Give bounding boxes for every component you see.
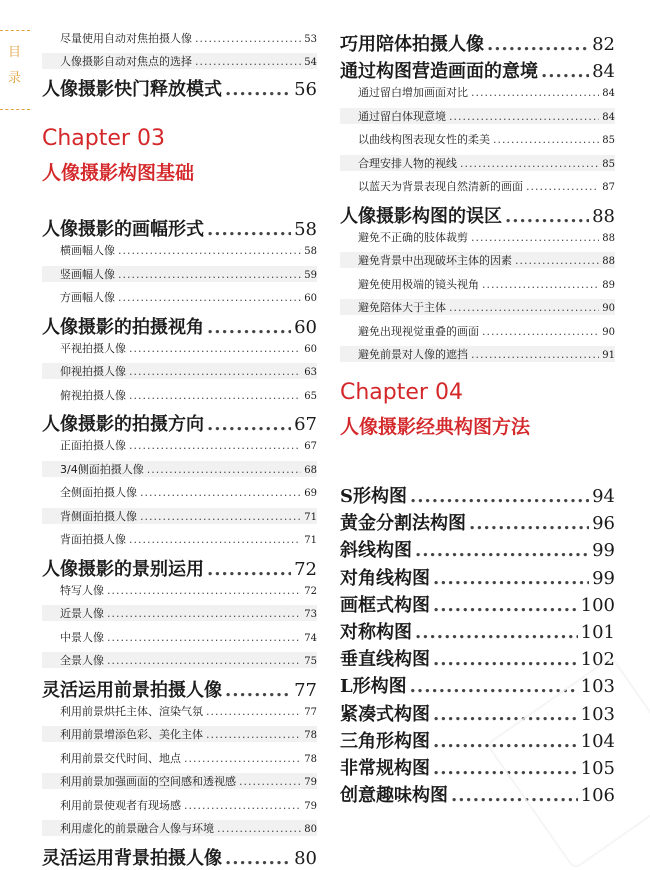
entry-label: 非常规构图 xyxy=(340,758,430,779)
entry-label: 画框式构图 xyxy=(340,594,430,616)
entry-label: 避免出现视觉重叠的画面 xyxy=(358,324,479,338)
dot-leader xyxy=(541,61,589,82)
toc-subentry[interactable] xyxy=(42,461,317,477)
page-number: 72 xyxy=(304,585,317,597)
entry-label: 人像摄影的景别运用 xyxy=(42,558,204,580)
dot-leader xyxy=(107,584,301,597)
toc-section[interactable] xyxy=(340,618,615,644)
page-number: 71 xyxy=(304,511,317,523)
dot-leader xyxy=(526,180,599,193)
dot-leader xyxy=(471,231,599,244)
entry-label: 全景人像 xyxy=(60,654,104,667)
toc-subentry[interactable] xyxy=(42,484,317,500)
page-number: 90 xyxy=(602,303,615,314)
page-number: 68 xyxy=(304,464,317,476)
entry-label: 背面拍摄人像 xyxy=(60,533,126,546)
entry-label: 以曲线构图表现女性的柔美 xyxy=(358,133,490,146)
page-number: 102 xyxy=(580,649,615,671)
entry-label: 以蓝天为背景表现自然清新的画面 xyxy=(358,180,523,193)
toc-subentry[interactable] xyxy=(340,276,615,292)
toc-subentry[interactable] xyxy=(42,387,317,403)
toc-subentry[interactable] xyxy=(42,340,317,356)
toc-subentry[interactable] xyxy=(42,437,317,453)
entry-label: 3/4侧面拍摄人像 xyxy=(60,462,144,476)
entry-label: 利用前景烘托主体、渲染气氛 xyxy=(60,704,203,718)
dot-leader xyxy=(410,676,578,697)
dot-leader xyxy=(206,705,301,718)
toc-section[interactable] xyxy=(340,591,615,617)
toc-subentry[interactable] xyxy=(340,299,615,315)
entry-label: 人像摄影自动对焦点的选择 xyxy=(60,55,192,68)
entry-label: 利用前景交代时间、地点 xyxy=(60,751,181,765)
dot-leader xyxy=(129,439,301,452)
toc-subentry[interactable] xyxy=(340,108,615,124)
dot-leader xyxy=(107,654,301,667)
toc-subentry[interactable] xyxy=(340,323,615,339)
toc-subentry[interactable] xyxy=(340,84,615,100)
entry-label: 利用虚化的前景融合人像与环境 xyxy=(60,822,214,835)
toc-subentry[interactable] xyxy=(42,652,317,668)
dot-leader xyxy=(107,607,301,620)
toc-section[interactable] xyxy=(340,482,615,508)
page-number: 67 xyxy=(304,441,317,452)
entry-label: 垂直线构图 xyxy=(340,649,430,671)
page-number: 84 xyxy=(602,88,615,99)
page-number: 101 xyxy=(580,622,615,643)
toc-section[interactable] xyxy=(42,555,317,581)
page-number: 94 xyxy=(592,486,615,507)
entry-label: 斜线构图 xyxy=(340,540,412,562)
page-number: 60 xyxy=(304,343,317,355)
chapter-number: Chapter 03 xyxy=(42,126,165,151)
page-number: 103 xyxy=(580,703,615,725)
entry-label: 紧凑式构图 xyxy=(340,703,430,725)
page-number: 78 xyxy=(304,730,317,741)
side-tab-char: 录 xyxy=(8,71,22,86)
page-number: 79 xyxy=(304,800,317,812)
toc-subentry[interactable] xyxy=(42,508,317,524)
dot-leader xyxy=(118,268,301,281)
dot-leader xyxy=(107,631,301,644)
entry-label: 竖画幅人像 xyxy=(60,267,115,281)
dot-leader xyxy=(217,822,301,835)
page-number: 104 xyxy=(580,730,615,752)
dot-leader xyxy=(449,110,599,123)
page-number: 77 xyxy=(294,679,317,701)
dot-leader xyxy=(207,414,291,435)
entry-label: 利用前景加强画面的空间感和透视感 xyxy=(60,775,236,788)
page-number: 69 xyxy=(304,488,317,499)
entry-label: 正面拍摄人像 xyxy=(60,439,126,452)
entry-label: 三角形构图 xyxy=(340,730,430,752)
toc-subentry[interactable] xyxy=(340,178,615,194)
page-number: 77 xyxy=(304,706,317,718)
dot-leader xyxy=(487,34,589,55)
dot-leader xyxy=(415,540,589,561)
toc-section[interactable] xyxy=(340,536,615,562)
dot-leader xyxy=(206,728,301,741)
entry-label: 中景人像 xyxy=(60,630,104,644)
dot-leader xyxy=(482,325,599,338)
entry-label: S形构图 xyxy=(340,486,407,507)
page-number: 73 xyxy=(304,609,317,620)
entry-label: 俯视拍摄人像 xyxy=(60,388,126,402)
entry-label: 合理安排人物的视线 xyxy=(358,156,457,170)
entry-label: 方画幅人像 xyxy=(60,291,115,304)
dot-leader xyxy=(449,301,599,314)
entry-label: 对角线构图 xyxy=(340,567,430,589)
dot-leader xyxy=(482,278,599,291)
dot-leader xyxy=(460,157,599,170)
toc-subentry[interactable] xyxy=(42,726,317,742)
entry-label: 创意趣味构图 xyxy=(340,785,448,807)
page-number: 87 xyxy=(602,182,615,193)
dot-leader xyxy=(433,568,589,589)
toc-subentry[interactable] xyxy=(340,155,615,171)
entry-label: 避免前景对人像的遮挡 xyxy=(358,348,468,361)
dot-leader xyxy=(140,510,301,523)
dot-leader xyxy=(140,486,301,499)
page-number: 82 xyxy=(592,34,615,55)
toc-subentry[interactable] xyxy=(42,242,317,258)
page-number: 60 xyxy=(304,293,317,304)
page-number: 85 xyxy=(602,158,615,170)
dot-leader xyxy=(515,254,599,267)
page-number: 58 xyxy=(304,246,317,257)
toc-subentry[interactable] xyxy=(42,582,317,598)
toc-section[interactable] xyxy=(340,30,615,56)
entry-label: 人像摄影构图的误区 xyxy=(340,205,502,227)
dot-leader xyxy=(207,559,291,580)
dot-leader xyxy=(207,317,291,338)
dot-leader xyxy=(118,244,301,257)
entry-label: 利用前景使观者有现场感 xyxy=(60,798,181,812)
toc-section[interactable] xyxy=(340,564,615,590)
chapter-number: Chapter 04 xyxy=(340,380,463,405)
entry-label: 避免不正确的肢体裁剪 xyxy=(358,230,468,244)
dot-leader xyxy=(225,79,291,100)
toc-subentry[interactable] xyxy=(42,703,317,719)
dot-leader xyxy=(195,55,301,68)
toc-subentry[interactable] xyxy=(42,820,317,836)
entry-label: 仰视拍摄人像 xyxy=(60,365,126,378)
entry-label: 巧用陪体拍摄人像 xyxy=(340,34,484,55)
entry-label: 平视拍摄人像 xyxy=(60,341,126,355)
page-number: 88 xyxy=(602,256,615,267)
entry-label: 灵活运用前景拍摄人像 xyxy=(42,679,222,701)
toc-subentry[interactable] xyxy=(42,629,317,645)
dot-leader xyxy=(493,133,599,146)
entry-label: 避免背景中出现破坏主体的因素 xyxy=(358,254,512,267)
entry-label: 全侧面拍摄人像 xyxy=(60,486,137,499)
toc-section[interactable] xyxy=(42,844,317,870)
dot-leader xyxy=(433,595,578,616)
toc-subentry[interactable] xyxy=(42,750,317,766)
dot-leader xyxy=(469,513,589,534)
page-number: 53 xyxy=(304,34,317,45)
toc-side-tab xyxy=(0,30,30,110)
page-number: 54 xyxy=(304,57,317,68)
page-number: 65 xyxy=(304,390,317,402)
entry-label: 通过留白增加画面对比 xyxy=(358,86,468,99)
dot-leader xyxy=(505,206,589,227)
dot-leader xyxy=(415,622,578,643)
entry-label: 避免陪体大于主体 xyxy=(358,301,446,314)
page-number: 56 xyxy=(294,79,317,100)
page-number: 74 xyxy=(304,632,317,644)
toc-subentry[interactable] xyxy=(340,252,615,268)
toc-section[interactable] xyxy=(42,313,317,339)
toc-section[interactable] xyxy=(340,57,615,83)
dot-leader xyxy=(195,32,301,45)
entry-label: 通过留白体现意境 xyxy=(358,109,446,123)
entry-label: 人像摄影的画幅形式 xyxy=(42,219,204,240)
page-number: 99 xyxy=(592,540,615,562)
toc-section[interactable] xyxy=(340,509,615,535)
page-number: 78 xyxy=(304,753,317,765)
page-number: 71 xyxy=(304,535,317,546)
entry-label: 近景人像 xyxy=(60,607,104,620)
page-number: 88 xyxy=(592,205,615,227)
chapter-title: 人像摄影经典构图方法 xyxy=(340,416,531,438)
dot-leader xyxy=(239,775,301,788)
toc-subentry[interactable] xyxy=(42,531,317,547)
page-number: 60 xyxy=(294,316,317,338)
toc-subentry[interactable] xyxy=(340,131,615,147)
dot-leader xyxy=(118,291,301,304)
dot-leader xyxy=(129,365,301,378)
toc-section[interactable] xyxy=(42,410,317,436)
dot-leader xyxy=(147,463,302,476)
entry-label: 人像摄影快门释放模式 xyxy=(42,79,222,100)
dot-leader xyxy=(225,680,291,701)
side-tab-char: 目 xyxy=(8,45,22,60)
page-number: 103 xyxy=(580,676,615,698)
entry-label: 尽量使用自动对焦拍摄人像 xyxy=(60,32,192,45)
entry-label: 灵活运用背景拍摄人像 xyxy=(42,847,222,869)
entry-label: 特写人像 xyxy=(60,583,104,597)
page-number: 75 xyxy=(304,656,317,667)
toc-section[interactable] xyxy=(42,676,317,702)
entry-label: 背侧面拍摄人像 xyxy=(60,509,137,523)
entry-label: 黄金分割法构图 xyxy=(340,513,466,535)
page-number: 84 xyxy=(602,111,615,123)
entry-label: 横画幅人像 xyxy=(60,244,115,257)
page-number: 84 xyxy=(592,61,615,82)
page-number: 79 xyxy=(304,777,317,788)
dot-leader xyxy=(184,752,301,765)
toc-subentry[interactable] xyxy=(42,289,317,305)
dot-leader xyxy=(225,848,291,869)
entry-label: 人像摄影的拍摄视角 xyxy=(42,316,204,338)
dot-leader xyxy=(207,219,291,240)
toc-subentry[interactable] xyxy=(42,53,317,69)
page-number: 72 xyxy=(294,558,317,580)
toc-subentry[interactable] xyxy=(42,266,317,282)
page-number: 63 xyxy=(304,367,317,378)
page-number: 90 xyxy=(602,326,615,338)
entry-label: 避免使用极端的镜头视角 xyxy=(358,277,479,291)
toc-section[interactable] xyxy=(340,645,615,671)
toc-subentry[interactable] xyxy=(42,773,317,789)
page-number: 59 xyxy=(304,269,317,281)
entry-label: 利用前景增添色彩、美化主体 xyxy=(60,728,203,741)
dot-leader xyxy=(129,342,301,355)
chapter-title: 人像摄影构图基础 xyxy=(42,162,195,184)
dot-leader xyxy=(433,649,578,670)
entry-label: 对称构图 xyxy=(340,622,412,643)
page-number: 88 xyxy=(602,232,615,244)
page-number: 99 xyxy=(592,567,615,589)
toc-subentry[interactable] xyxy=(42,797,317,813)
page-number: 96 xyxy=(592,513,615,535)
entry-label: 人像摄影的拍摄方向 xyxy=(42,414,204,435)
toc-section[interactable] xyxy=(42,215,317,241)
toc-subentry[interactable] xyxy=(42,605,317,621)
dot-leader xyxy=(129,533,301,546)
toc-section[interactable] xyxy=(340,202,615,228)
page-number: 67 xyxy=(294,414,317,435)
page-number: 80 xyxy=(294,847,317,869)
toc-subentry[interactable] xyxy=(42,363,317,379)
dot-leader xyxy=(410,486,589,507)
dot-leader xyxy=(471,348,599,361)
page-number: 106 xyxy=(580,785,615,807)
page-number: 58 xyxy=(294,219,317,240)
dot-leader xyxy=(129,389,301,402)
page-number: 105 xyxy=(580,758,615,779)
toc-subentry[interactable] xyxy=(340,229,615,245)
dot-leader xyxy=(184,799,301,812)
page-number: 80 xyxy=(304,824,317,835)
entry-label: L形构图 xyxy=(340,676,407,698)
page-number: 100 xyxy=(580,594,615,616)
page-number: 91 xyxy=(602,350,615,361)
entry-label: 通过构图营造画面的意境 xyxy=(340,61,538,82)
toc-subentry[interactable] xyxy=(42,30,317,46)
toc-subentry[interactable] xyxy=(340,346,615,362)
page-number: 89 xyxy=(602,279,615,291)
page-number: 85 xyxy=(602,135,615,146)
dot-leader xyxy=(471,86,599,99)
toc-section[interactable] xyxy=(42,75,317,101)
